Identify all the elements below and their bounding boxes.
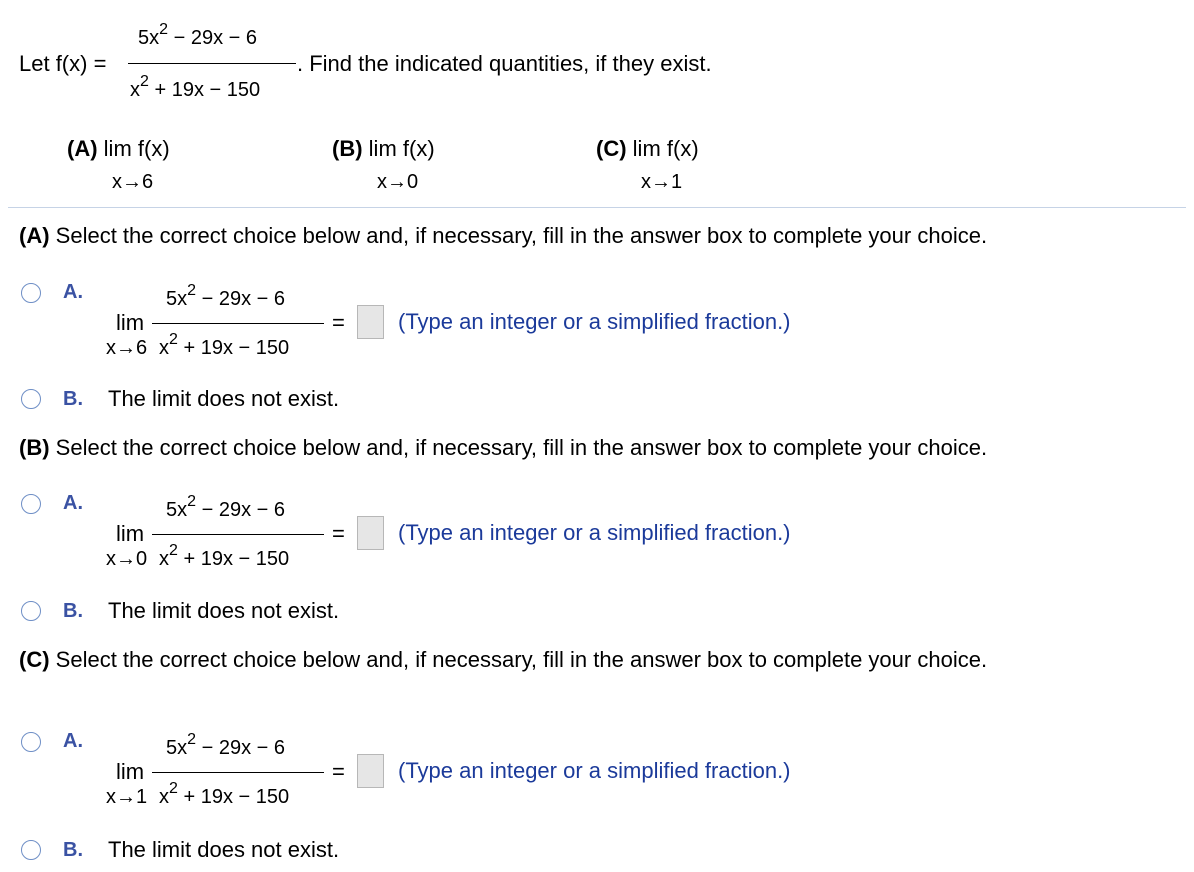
section-a-numerator: $5x^2 - 29x - 6$	[166, 282, 285, 310]
section-c-prompt: (C) Select the correct choice below and, if necessary, fill in the answer box to complete your choice.	[19, 647, 988, 672]
section-b-option-b-radio[interactable]	[21, 601, 41, 621]
section-c-lim: lim	[116, 759, 145, 784]
section-a-option-a-radio[interactable]	[21, 283, 41, 303]
section-b-numerator: $5x^2 - 29x - 6$	[166, 493, 285, 521]
section-a-denominator: $x^2 + 19x - 150$	[159, 331, 290, 359]
function-denominator: $x^2 + 19x - 150$	[130, 73, 261, 101]
section-c-option-a-label: A.	[63, 730, 83, 752]
section-b-answer-box[interactable]	[357, 516, 384, 550]
section-c-option-b-radio[interactable]	[21, 840, 41, 860]
section-b-equals: =	[332, 521, 345, 546]
section-c-answer-box[interactable]	[357, 754, 384, 788]
part-a: (A) lim f(x)	[67, 136, 170, 161]
let-label: Let f(x) =	[19, 51, 107, 76]
section-a-equals: =	[332, 310, 345, 335]
section-c-numerator: $5x^2 - 29x - 6$	[166, 731, 285, 759]
section-a-lim: lim	[116, 310, 145, 335]
section-a-option-a-label: A.	[63, 281, 83, 303]
part-c: (C) lim f(x)	[596, 136, 699, 161]
section-a-hint: (Type an integer or a simplified fraction.)	[398, 309, 791, 334]
section-a-option-b-label: B.	[63, 388, 83, 410]
section-c-equals: =	[332, 759, 345, 784]
section-b-prompt: (B) Select the correct choice below and, if necessary, fill in the answer box to complete your choice.	[19, 435, 988, 460]
section-a-prompt: (A) Select the correct choice below and, if necessary, fill in the answer box to complete your choice.	[19, 223, 988, 248]
function-numerator: $5x^2 - 29x - 6$	[138, 21, 257, 49]
section-a-option-b-radio[interactable]	[21, 389, 41, 409]
section-b-fraction-bar	[152, 534, 324, 535]
section-c-lim-sub: x→1	[106, 786, 148, 808]
section-c-option-b-text: The limit does not exist.	[108, 837, 340, 862]
section-c-option-b-label: B.	[63, 839, 83, 861]
section-c-option-a-radio[interactable]	[21, 732, 41, 752]
section-a-option-b-text: The limit does not exist.	[108, 386, 340, 411]
section-b-option-b-label: B.	[63, 600, 83, 622]
section-b-option-a-radio[interactable]	[21, 494, 41, 514]
part-a-sub: x→6	[112, 171, 154, 193]
section-a-lim-sub: x→6	[106, 337, 148, 359]
section-c-denominator: $x^2 + 19x - 150$	[159, 780, 290, 808]
part-b-sub: x→0	[377, 171, 419, 193]
section-a-answer-box[interactable]	[357, 305, 384, 339]
section-b-lim-sub: x→0	[106, 548, 148, 570]
section-c-hint: (Type an integer or a simplified fraction.)	[398, 758, 791, 783]
section-a-fraction-bar	[152, 323, 324, 324]
divider	[8, 207, 1186, 208]
part-c-sub: x→1	[641, 171, 683, 193]
function-fraction-bar	[128, 63, 296, 64]
part-b: (B) lim f(x)	[332, 136, 435, 161]
section-c-fraction-bar	[152, 772, 324, 773]
section-b-option-b-text: The limit does not exist.	[108, 598, 340, 623]
section-b-hint: (Type an integer or a simplified fraction.)	[398, 520, 791, 545]
problem-instruction: . Find the indicated quantities, if they exist.	[297, 51, 712, 76]
section-b-option-a-label: A.	[63, 492, 83, 514]
section-b-lim: lim	[116, 521, 145, 546]
section-b-denominator: $x^2 + 19x - 150$	[159, 542, 290, 570]
